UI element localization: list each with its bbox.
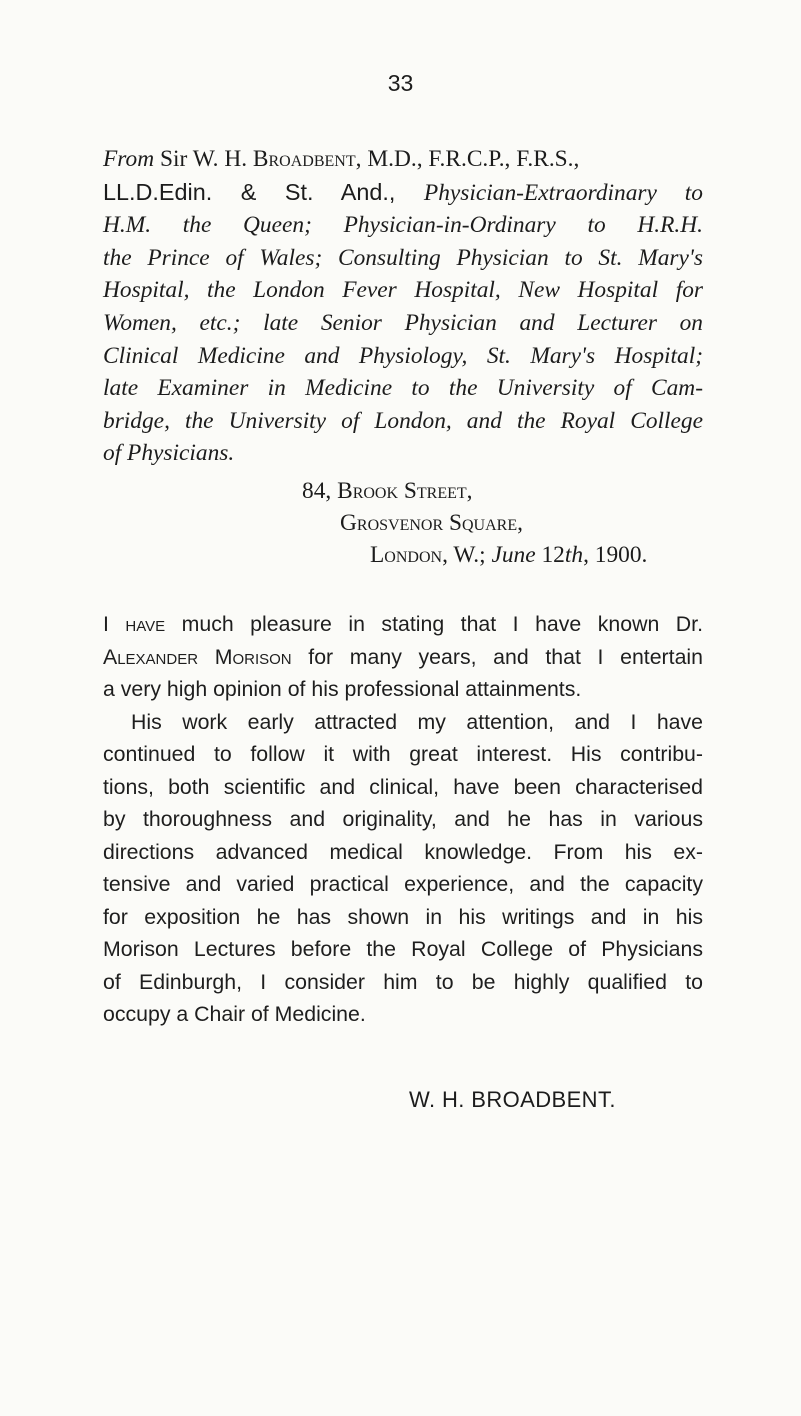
text-run: Physician-Extraordinary to — [423, 179, 703, 206]
address-city-date — [370, 539, 801, 571]
text-run: for many years, and that I entertain — [291, 644, 703, 669]
letter-body — [103, 608, 703, 1031]
letter-heading — [103, 143, 703, 470]
heading-line — [103, 143, 703, 176]
text-run: late Examiner in Medicine to the University of Cam- — [103, 375, 703, 402]
body-line — [103, 771, 703, 804]
body-line — [103, 998, 703, 1031]
text-run: Hospital, the London Fever Hospital, New Hospital for — [103, 277, 703, 304]
text-run: Brook Street — [337, 478, 467, 504]
heading-line — [103, 274, 703, 307]
signature: W. H. BROADBENT. — [409, 1087, 616, 1112]
body-line — [103, 608, 703, 641]
text-run: Alexander Morison — [103, 644, 292, 669]
text-run: for exposition he has shown in his writings and in his — [103, 904, 703, 929]
address-street — [302, 475, 801, 507]
text-run: LL.D.Edin. & St. And., — [103, 178, 424, 205]
body-line — [103, 933, 703, 966]
text-run: Clinical Medicine and Physiology, St. Mary's Hospital; — [103, 342, 703, 369]
text-run: directions advanced medical knowledge. From his ex- — [103, 839, 703, 864]
text-run: Women, etc.; late Senior Physician and Lecturer on — [103, 309, 703, 336]
body-line — [103, 706, 703, 739]
body-line — [103, 901, 703, 934]
text-run: London — [370, 542, 443, 569]
text-run: Morison Lectures before the Royal College of Physicians — [103, 937, 703, 961]
heading-line — [103, 340, 703, 373]
address-square — [340, 507, 801, 539]
text-run: Sir W. H. — [154, 146, 253, 172]
text-run: occupy a Chair of Medicine. — [103, 1002, 366, 1026]
text-run: tensive and varied practical experience, and the capacity — [103, 872, 703, 896]
text-run: I — [103, 612, 126, 636]
text-run: have — [125, 612, 166, 636]
body-line — [103, 673, 703, 706]
text-run: 84, — [302, 478, 338, 504]
text-run: 12 — [535, 542, 565, 569]
text-run: H.M. the Queen; Physician-in-Ordinary to H.R.H. — [103, 212, 703, 239]
body-line — [103, 641, 703, 674]
text-run: the Prince of Wales; Consulting Physician to St. Mary's — [103, 244, 703, 271]
text-run: , W.; — [442, 542, 492, 569]
text-run: by thoroughness and originality, and he has in various — [103, 807, 703, 831]
heading-line — [103, 437, 703, 470]
text-run: a very high opinion of his professional attainments. — [103, 677, 582, 701]
text-run: of Edinburgh, I consider him to be highly qualified to — [103, 969, 703, 994]
text-run: tions, both scientific and clinical, have been characterised — [103, 774, 703, 799]
text-run: Grosvenor Square — [340, 510, 518, 537]
heading-line — [103, 176, 703, 210]
text-run: His work early attracted my attention, and I have — [131, 709, 703, 734]
address-block — [0, 475, 801, 572]
text-run: of Physicians. — [103, 440, 235, 467]
text-run: Broadbent — [252, 146, 356, 172]
heading-line — [103, 372, 703, 405]
text-run: , 1900. — [583, 542, 648, 569]
text-run: June — [491, 542, 536, 569]
body-line — [103, 738, 703, 771]
text-run: continued to follow it with great interest. His contribu- — [103, 742, 703, 766]
text-run: , M.D., F.R.C.P., F.R.S., — [355, 146, 580, 172]
body-line — [103, 836, 703, 869]
heading-line — [103, 209, 703, 242]
body-line — [103, 966, 703, 999]
text-run: much pleasure in stating that I have known Dr. — [165, 612, 703, 636]
heading-line — [103, 405, 703, 438]
text-run: th — [564, 542, 584, 569]
text-run: bridge, the University of London, and the Royal College — [103, 407, 703, 434]
body-line — [103, 868, 703, 901]
text-run: From — [103, 146, 155, 172]
body-line — [103, 803, 703, 836]
page-number: 33 — [387, 70, 414, 96]
text-run: , — [517, 510, 523, 537]
heading-line — [103, 307, 703, 340]
text-run: , — [466, 478, 473, 504]
heading-line — [103, 242, 703, 275]
